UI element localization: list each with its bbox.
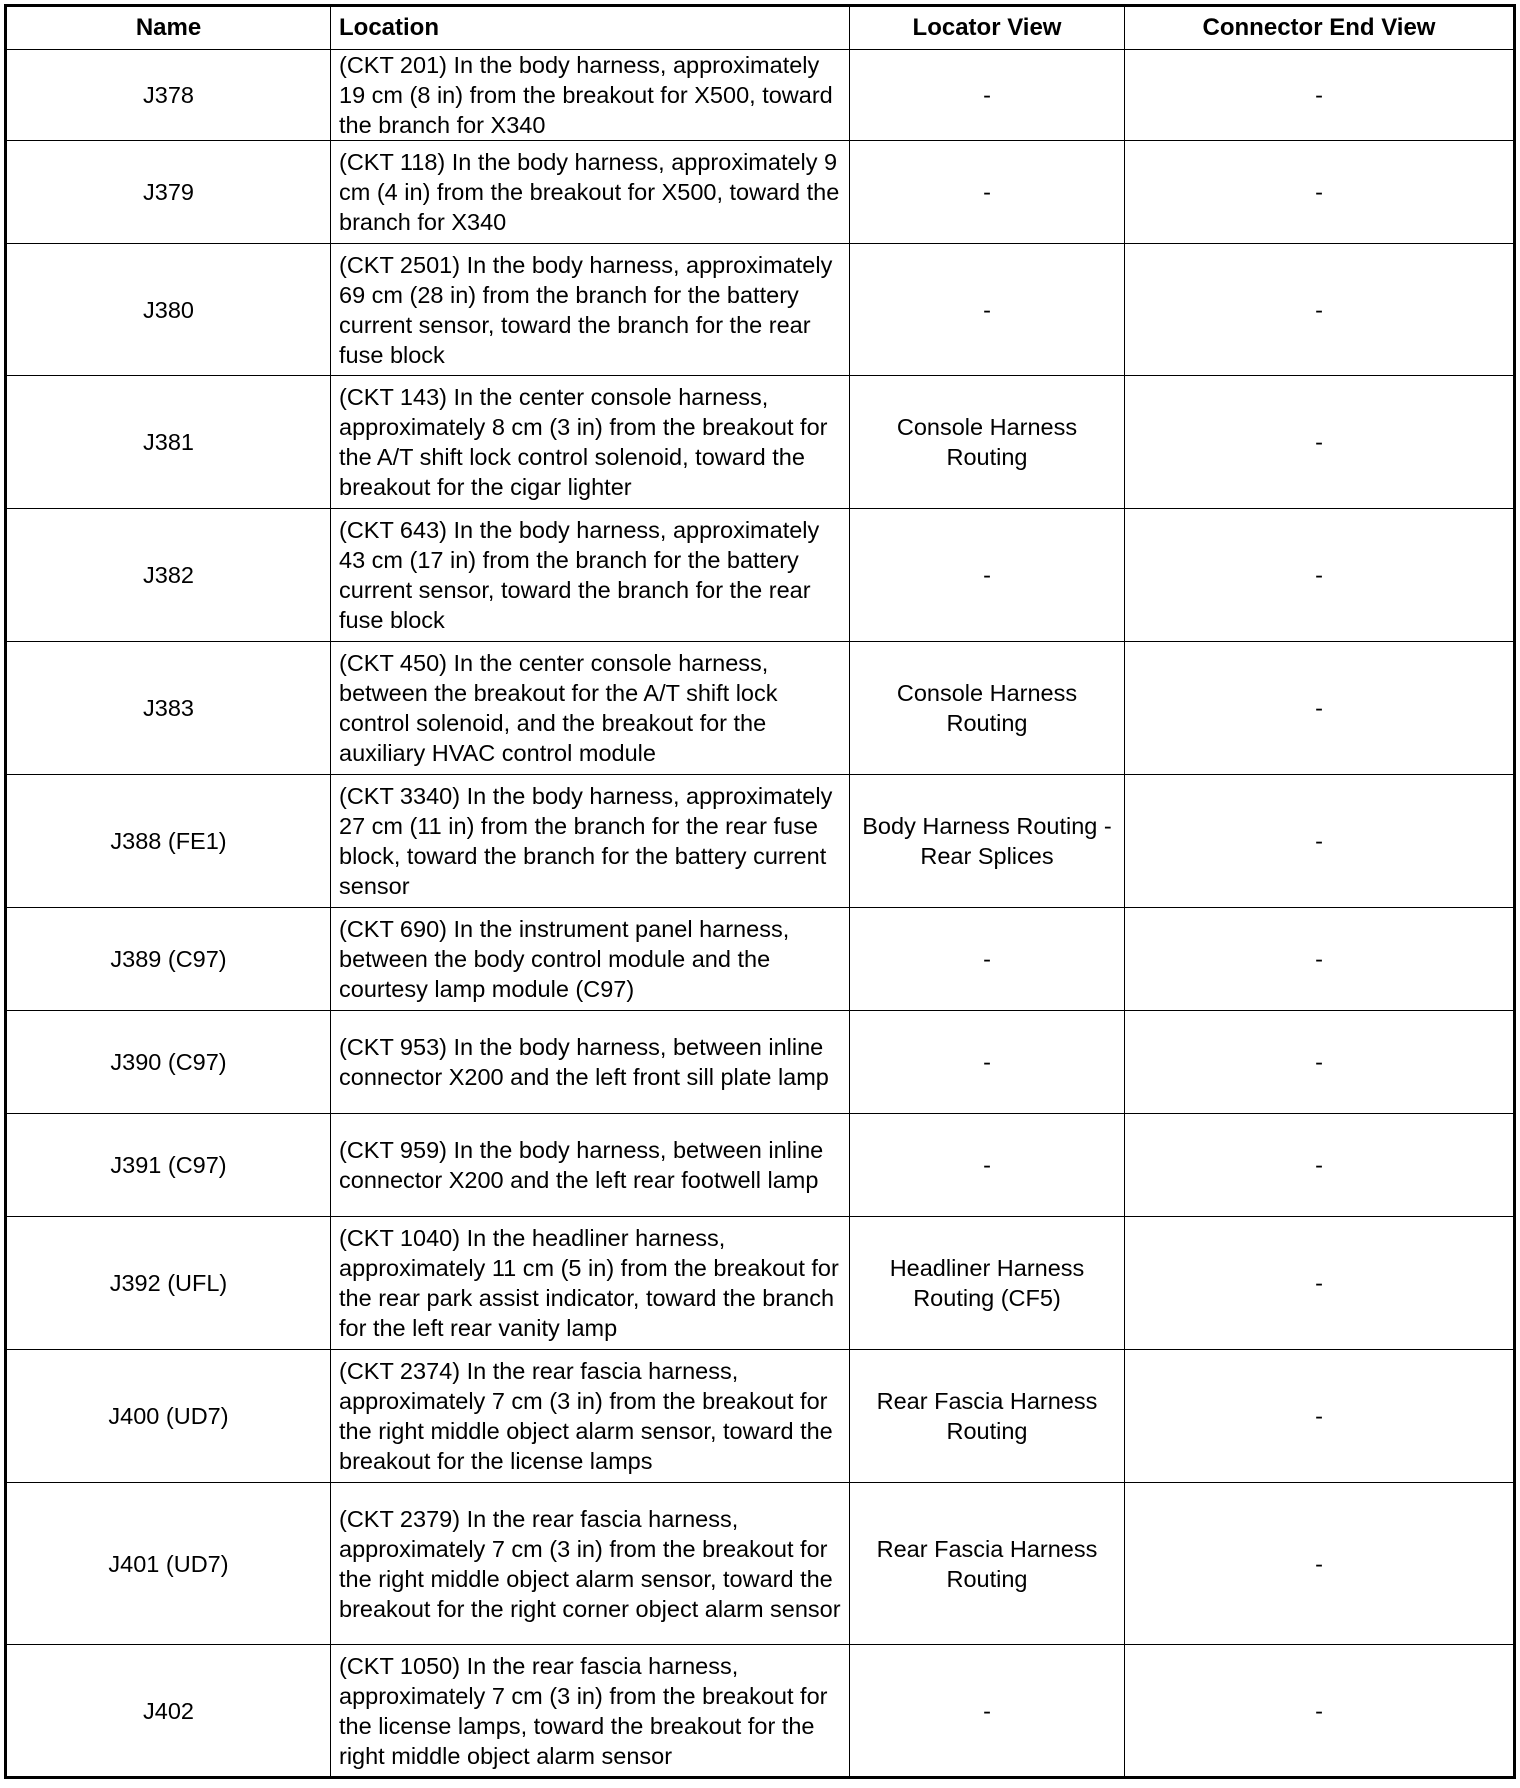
table-row xyxy=(6,50,1515,141)
cell-connector-end-view: - xyxy=(1125,1011,1515,1114)
cell-locator-view: - xyxy=(850,50,1125,141)
cell-locator-view: Rear Fascia Harness Routing xyxy=(850,1350,1125,1483)
cell-locator-view: Console Harness Routing xyxy=(850,642,1125,775)
cell-name: J383 xyxy=(6,642,331,775)
cell-name: J402 xyxy=(6,1645,331,1778)
cell-name: J382 xyxy=(6,509,331,642)
cell-connector-end-view: - xyxy=(1125,1114,1515,1217)
table-row xyxy=(6,1114,1515,1217)
table-row xyxy=(6,1350,1515,1483)
cell-location: (CKT 118) In the body harness, approximately 9 cm (4 in) from the breakout for X500, toward the branch for X340 xyxy=(331,141,850,244)
cell-location: (CKT 953) In the body harness, between inline connector X200 and the left front sill plate lamp xyxy=(331,1011,850,1114)
table-row xyxy=(6,1483,1515,1645)
cell-connector-end-view: - xyxy=(1125,376,1515,509)
table-row xyxy=(6,376,1515,509)
cell-connector-end-view: - xyxy=(1125,1483,1515,1645)
table-header-row xyxy=(6,6,1515,50)
cell-connector-end-view: - xyxy=(1125,1217,1515,1350)
cell-location: (CKT 690) In the instrument panel harness, between the body control module and the courtesy lamp module (C97) xyxy=(331,908,850,1011)
cell-name: J401 (UD7) xyxy=(6,1483,331,1645)
cell-location: (CKT 2501) In the body harness, approximately 69 cm (28 in) from the branch for the battery current sensor, toward the branch for the rear fuse block xyxy=(331,244,850,376)
table-row xyxy=(6,908,1515,1011)
cell-location: (CKT 3340) In the body harness, approximately 27 cm (11 in) from the branch for the rear fuse block, toward the branch for the battery current sensor xyxy=(331,775,850,908)
cell-locator-view: - xyxy=(850,1011,1125,1114)
cell-name: J388 (FE1) xyxy=(6,775,331,908)
cell-locator-view: - xyxy=(850,908,1125,1011)
cell-connector-end-view: - xyxy=(1125,642,1515,775)
splice-table-page xyxy=(4,4,1513,1783)
cell-connector-end-view: - xyxy=(1125,244,1515,376)
table-row xyxy=(6,1217,1515,1350)
cell-location: (CKT 2379) In the rear fascia harness, approximately 7 cm (3 in) from the breakout for the right middle object alarm sensor, toward the breakout for the right corner object alarm sensor xyxy=(331,1483,850,1645)
header-connector-end-view: Connector End View xyxy=(1125,6,1515,50)
cell-name: J381 xyxy=(6,376,331,509)
cell-locator-view: Console Harness Routing xyxy=(850,376,1125,509)
cell-name: J400 (UD7) xyxy=(6,1350,331,1483)
cell-location: (CKT 450) In the center console harness, between the breakout for the A/T shift lock control solenoid, and the breakout for the auxiliary HVAC control module xyxy=(331,642,850,775)
table-row xyxy=(6,1011,1515,1114)
cell-locator-view: Rear Fascia Harness Routing xyxy=(850,1483,1125,1645)
cell-location: (CKT 1050) In the rear fascia harness, approximately 7 cm (3 in) from the breakout for the license lamps, toward the breakout for the right middle object alarm sensor xyxy=(331,1645,850,1778)
table-row xyxy=(6,642,1515,775)
cell-location: (CKT 143) In the center console harness, approximately 8 cm (3 in) from the breakout for the A/T shift lock control solenoid, toward the breakout for the cigar lighter xyxy=(331,376,850,509)
cell-location: (CKT 2374) In the rear fascia harness, approximately 7 cm (3 in) from the breakout for the right middle object alarm sensor, toward the breakout for the license lamps xyxy=(331,1350,850,1483)
cell-location: (CKT 643) In the body harness, approximately 43 cm (17 in) from the branch for the battery current sensor, toward the branch for the rear fuse block xyxy=(331,509,850,642)
header-location: Location xyxy=(331,6,850,50)
cell-connector-end-view: - xyxy=(1125,908,1515,1011)
cell-connector-end-view: - xyxy=(1125,141,1515,244)
cell-connector-end-view: - xyxy=(1125,509,1515,642)
cell-name: J379 xyxy=(6,141,331,244)
header-locator-view: Locator View xyxy=(850,6,1125,50)
splice-location-table xyxy=(4,4,1516,1779)
cell-locator-view: Headliner Harness Routing (CF5) xyxy=(850,1217,1125,1350)
cell-location: (CKT 959) In the body harness, between inline connector X200 and the left rear footwell lamp xyxy=(331,1114,850,1217)
cell-connector-end-view: - xyxy=(1125,50,1515,141)
table-row xyxy=(6,141,1515,244)
table-row xyxy=(6,509,1515,642)
cell-name: J391 (C97) xyxy=(6,1114,331,1217)
cell-location: (CKT 1040) In the headliner harness, approximately 11 cm (5 in) from the breakout for the rear park assist indicator, toward the branch for the left rear vanity lamp xyxy=(331,1217,850,1350)
cell-connector-end-view: - xyxy=(1125,775,1515,908)
cell-locator-view: - xyxy=(850,509,1125,642)
cell-connector-end-view: - xyxy=(1125,1645,1515,1778)
header-name: Name xyxy=(6,6,331,50)
cell-name: J392 (UFL) xyxy=(6,1217,331,1350)
table-row xyxy=(6,1645,1515,1778)
cell-locator-view: - xyxy=(850,1645,1125,1778)
cell-locator-view: - xyxy=(850,244,1125,376)
cell-locator-view: Body Harness Routing - Rear Splices xyxy=(850,775,1125,908)
cell-name: J390 (C97) xyxy=(6,1011,331,1114)
cell-name: J389 (C97) xyxy=(6,908,331,1011)
cell-locator-view: - xyxy=(850,1114,1125,1217)
cell-locator-view: - xyxy=(850,141,1125,244)
table-row xyxy=(6,775,1515,908)
cell-name: J380 xyxy=(6,244,331,376)
cell-location: (CKT 201) In the body harness, approximately 19 cm (8 in) from the breakout for X500, toward the branch for X340 xyxy=(331,50,850,141)
table-row xyxy=(6,244,1515,376)
cell-name: J378 xyxy=(6,50,331,141)
cell-connector-end-view: - xyxy=(1125,1350,1515,1483)
